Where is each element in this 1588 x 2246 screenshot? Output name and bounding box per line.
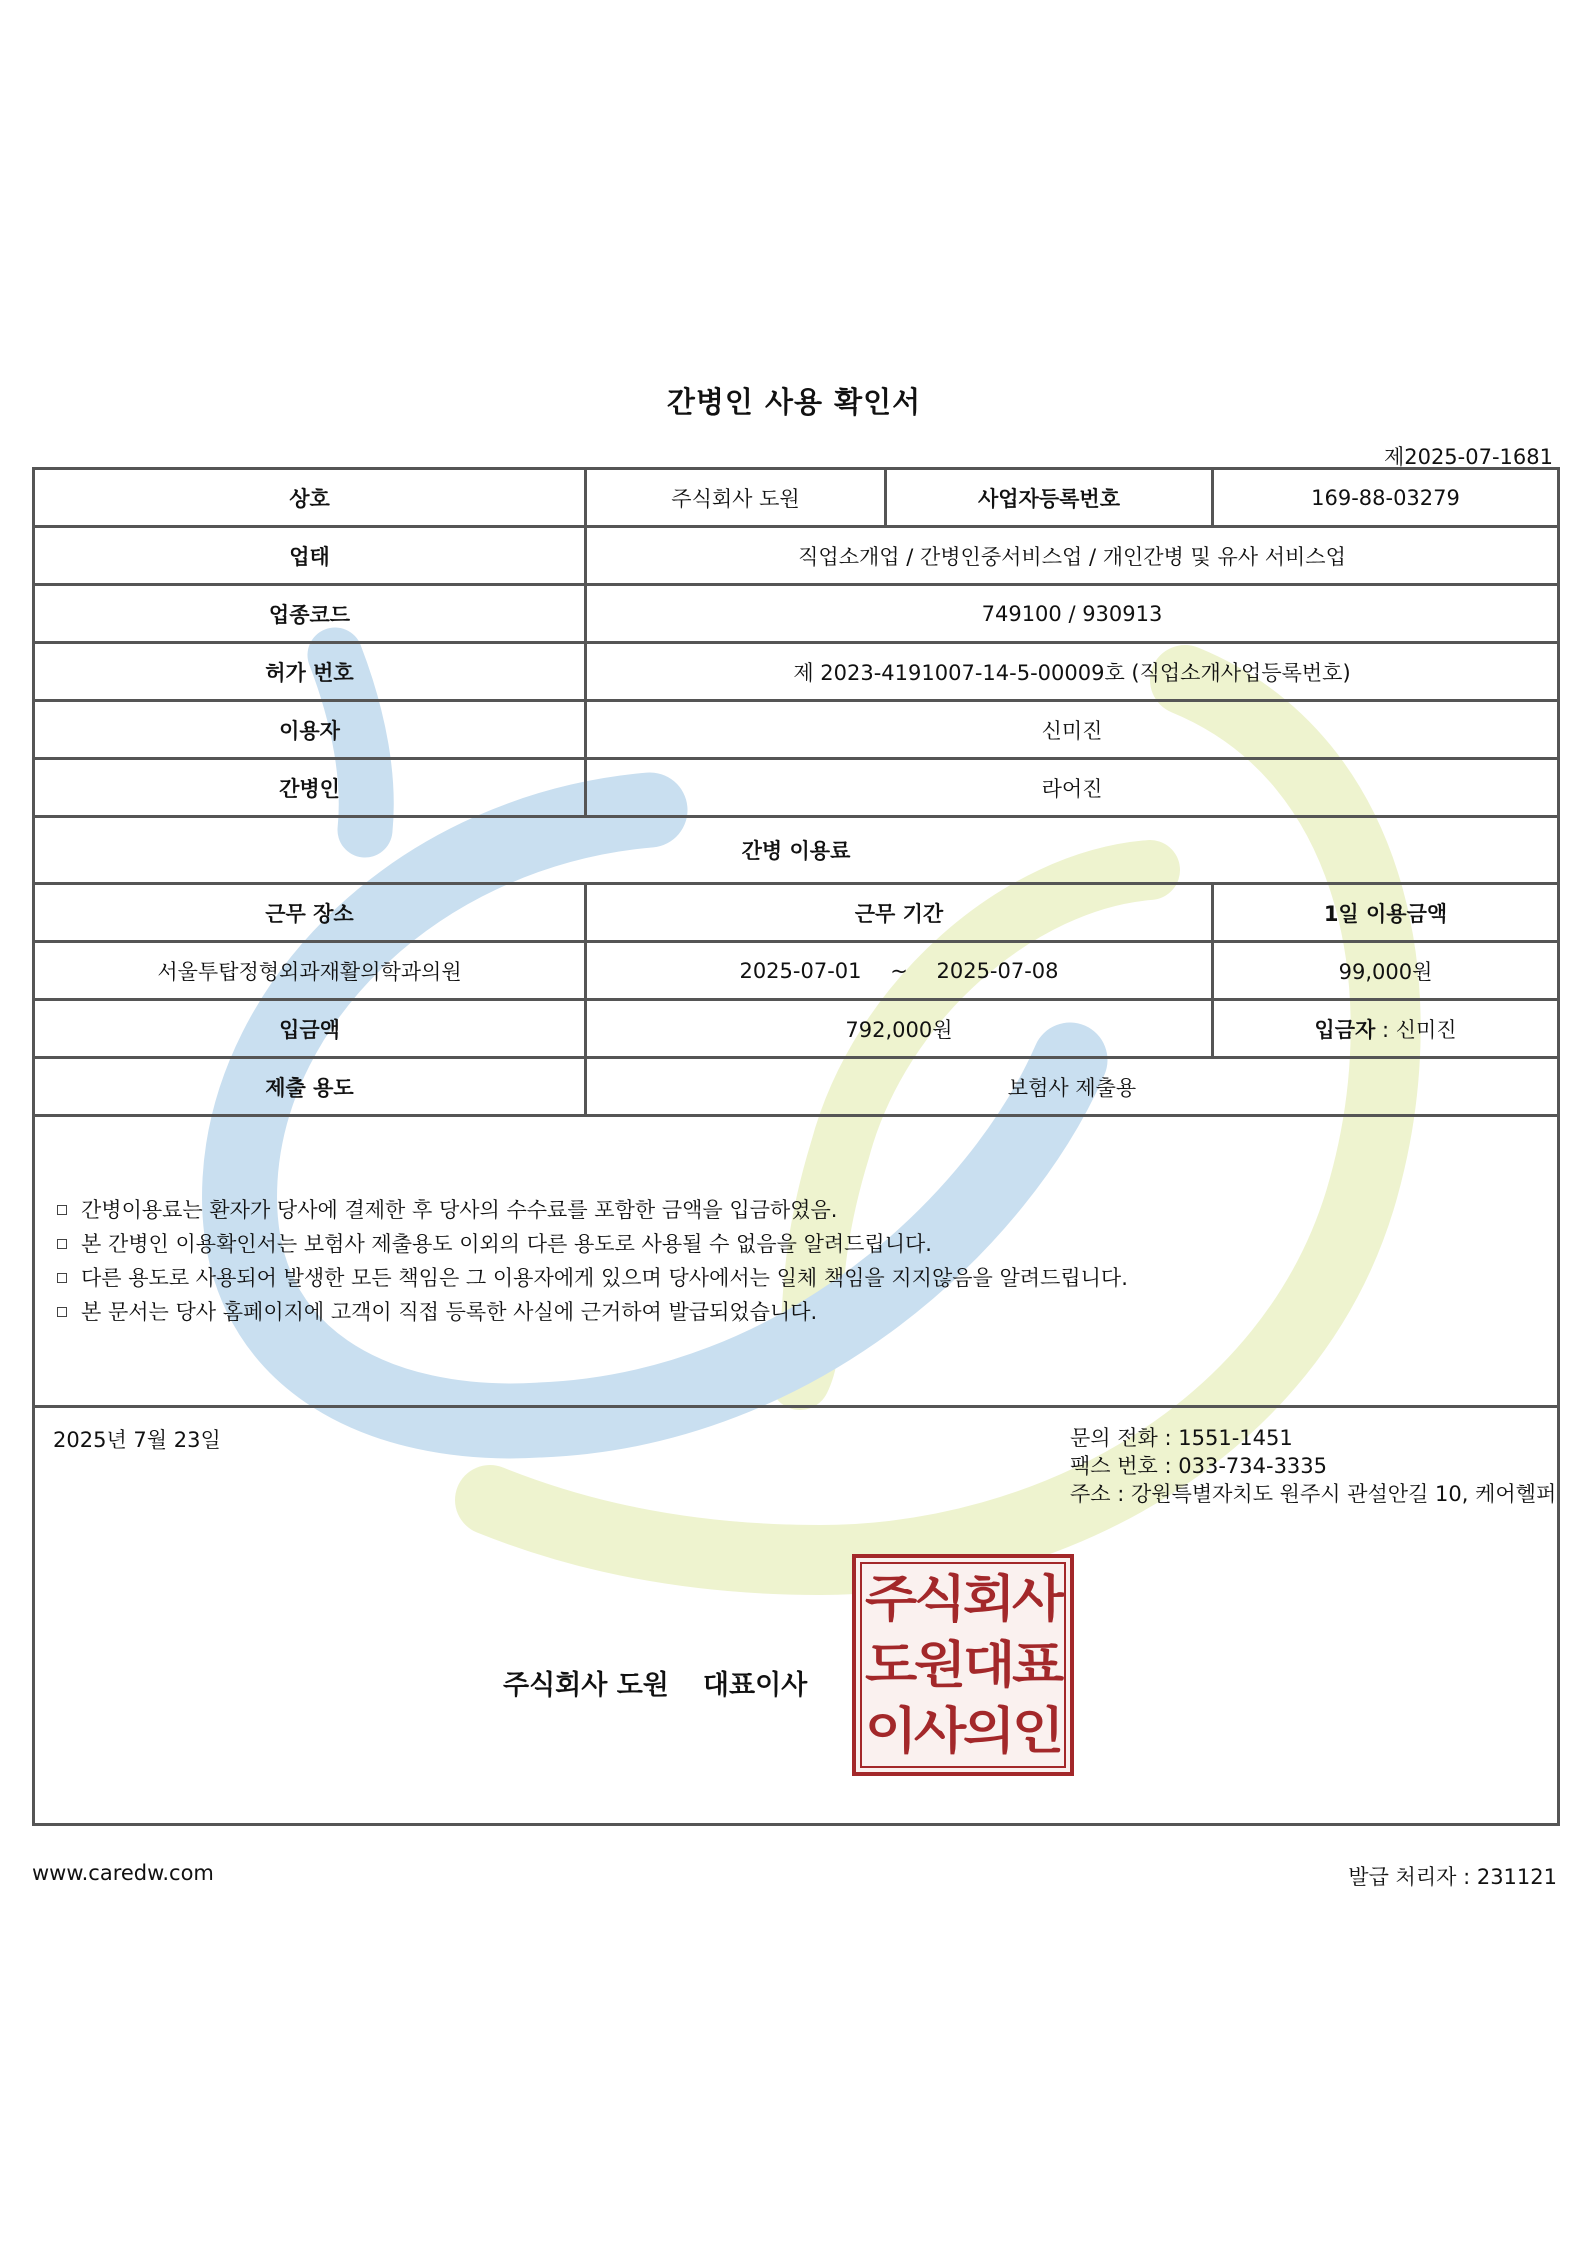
label-permit-no: 허가 번호 — [34, 643, 586, 701]
label-company-name: 상호 — [34, 469, 586, 527]
depositor-separator: : — [1375, 1017, 1396, 1042]
issue-processor: 발급 처리자 : 231121 — [1348, 1865, 1557, 1889]
label-industry-code: 업종코드 — [34, 585, 586, 643]
note-item: 다른 용도로 사용되어 발생한 모든 책임은 그 이용자에게 있으며 당사에서는 일체 책임을 지지않음을 알려드립니다. — [57, 1261, 1535, 1295]
industry-code: 749100 / 930913 — [586, 585, 1559, 643]
representative — [503, 1663, 807, 1702]
daily-amount: 99,000원 — [1213, 942, 1559, 1000]
label-location: 근무 장소 — [34, 884, 586, 942]
label-period: 근무 기간 — [586, 884, 1213, 942]
work-location: 서울투탑정형외과재활의학과의원 — [34, 942, 586, 1000]
user-name: 신미진 — [586, 701, 1559, 759]
business-type: 직업소개업 / 간병인중서비스업 / 개인간병 및 유사 서비스업 — [586, 527, 1559, 585]
purpose: 보험사 제출용 — [586, 1058, 1559, 1116]
row-user — [34, 701, 1559, 759]
row-footer — [34, 1407, 1559, 1825]
biz-reg-no: 169-88-03279 — [1213, 469, 1559, 527]
company-seal — [852, 1554, 1074, 1776]
row-purpose — [34, 1058, 1559, 1116]
bullet-square-icon — [57, 1307, 67, 1317]
deposit-amount: 792,000원 — [586, 1000, 1213, 1058]
seal-text-row: 주식회사 — [865, 1570, 1065, 1628]
label-user: 이용자 — [34, 701, 586, 759]
bullet-square-icon — [57, 1239, 67, 1249]
website-url: www.caredw.com — [32, 1861, 214, 1885]
work-period — [586, 942, 1213, 1000]
row-fee-values — [34, 942, 1559, 1000]
document-title: 간병인 사용 확인서 — [666, 385, 922, 419]
depositor-name: 신미진 — [1395, 1017, 1457, 1042]
row-business-type — [34, 527, 1559, 585]
row-permit-no — [34, 643, 1559, 701]
label-business-type: 업태 — [34, 527, 586, 585]
row-deposit — [34, 1000, 1559, 1058]
label-deposit: 입금액 — [34, 1000, 586, 1058]
row-fee-header — [34, 884, 1559, 942]
row-caregiver — [34, 759, 1559, 817]
label-daily-amount: 1일 이용금액 — [1213, 884, 1559, 942]
issue-date: 2025년 7월 23일 — [53, 1428, 221, 1452]
company-name: 주식회사 도원 — [586, 469, 886, 527]
contact-phone: 문의 전화 : 1551-1451 — [1070, 1426, 1293, 1450]
seal-text-row: 도원대표 — [865, 1636, 1065, 1694]
row-fee-section — [34, 817, 1559, 884]
seal-text-row: 이사의인 — [865, 1702, 1061, 1760]
label-caregiver: 간병인 — [34, 759, 586, 817]
period-start: 2025-07-01 — [739, 958, 862, 983]
bullet-square-icon — [57, 1205, 67, 1215]
depositor-cell — [1213, 1000, 1559, 1058]
row-notes — [34, 1116, 1559, 1407]
row-industry-code — [34, 585, 1559, 643]
row-company — [34, 469, 1559, 527]
document-number: 제2025-07-1681 — [1383, 445, 1553, 469]
label-purpose: 제출 용도 — [34, 1058, 586, 1116]
footer-cell — [34, 1407, 1559, 1825]
contact-info — [1070, 1424, 1556, 1508]
contact-address: 주소 : 강원특별자치도 원주시 관설안길 10, 케어헬퍼 — [1070, 1482, 1557, 1506]
rep-title: 대표이사 — [702, 1670, 808, 1701]
note-item: 본 문서는 당사 홈페이지에 고객이 직접 등록한 사실에 근거하여 발급되었습니다. — [57, 1295, 1535, 1329]
period-separator: ~ — [890, 958, 908, 983]
note-item: 간병이용료는 환자가 당사에 결제한 후 당사의 수수료를 포함한 금액을 입금하였음. — [57, 1193, 1535, 1227]
fee-section-title: 간병 이용료 — [34, 817, 1559, 884]
period-end: 2025-07-08 — [936, 958, 1059, 983]
rep-company: 주식회사 도원 — [503, 1670, 669, 1701]
contact-fax: 팩스 번호 : 033-734-3335 — [1070, 1454, 1328, 1478]
notes-cell — [34, 1116, 1559, 1407]
bullet-square-icon — [57, 1273, 67, 1283]
label-biz-reg-no: 사업자등록번호 — [886, 469, 1213, 527]
permit-no: 제 2023-4191007-14-5-00009호 (직업소개사업등록번호) — [586, 643, 1559, 701]
label-depositor: 입금자 — [1314, 1017, 1376, 1042]
info-table — [32, 467, 1560, 1826]
caregiver-name: 라어진 — [586, 759, 1559, 817]
note-item: 본 간병인 이용확인서는 보험사 제출용도 이외의 다른 용도로 사용될 수 없음을 알려드립니다. — [57, 1227, 1535, 1261]
